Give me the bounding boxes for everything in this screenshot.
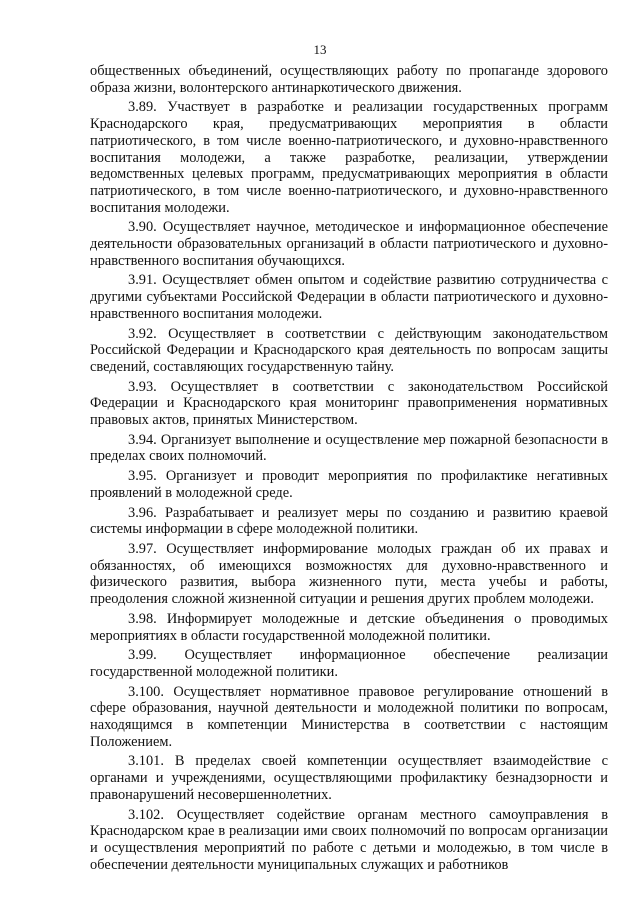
paragraph-3-95: 3.95. Организует и проводит мероприятия по профилактике негативных проявлений в молодежной среде. — [90, 468, 608, 501]
paragraph-3-102: 3.102. Осуществляет содействие органам местного самоуправления в Краснодарском крае в реализации ими своих полномочий по вопросам организации и осуществления мероприятий по работе с детьми и молодежью, в том числе в обеспечении деятельности муниципальных служащих и работников — [90, 806, 608, 873]
paragraph-3-90: 3.90. Осуществляет научное, методическое и информационное обеспечение деятельности образовательных организаций в области патриотического и духовно-нравственного воспитания обучающихся. — [90, 219, 608, 269]
paragraph-3-96: 3.96. Разрабатывает и реализует меры по созданию и развитию краевой системы информации в сфере молодежной политики. — [90, 504, 608, 538]
document-body — [90, 63, 608, 876]
paragraph-3-92: 3.92. Осуществляет в соответствии с действующим законодательством Российской Федерации и Краснодарского края деятельность по вопросам защиты сведений, составляющих государственную тайну. — [90, 325, 608, 375]
paragraph-3-97: 3.97. Осуществляет информирование молодых граждан об их правах и обязанностях, об имеющихся возможностях для духовно-нравственного и физического развития, выбора жизненного пути, места учебы и работы, преодоления сложной жизненной ситуации и решения других проблем молодежи. — [90, 540, 608, 608]
paragraph-3-93: 3.93. Осуществляет в соответствии с законодательством Российской Федерации и Краснодарского края мониторинг правоприменения нормативных правовых актов, принятых Министерством. — [90, 378, 608, 429]
paragraph-3-101: 3.101. В пределах своей компетенции осуществляет взаимодействие с органами и учреждениями, осуществляющими профилактику безнадзорности и правонарушений несовершеннолетних. — [90, 753, 608, 803]
page-number: 13 — [313, 42, 327, 57]
paragraph-3-98: 3.98. Информирует молодежные и детские объединения о проводимых мероприятиях в области государственной молодежной политики. — [90, 610, 608, 644]
paragraph-3-91: 3.91. Осуществляет обмен опытом и содействие развитию сотрудничества с другими субъектами Российской Федерации в области патриотического и духовно-нравственного воспитания молодежи. — [90, 272, 608, 322]
paragraph-3-100: 3.100. Осуществляет нормативное правовое регулирование отношений в сфере образования, научной деятельности и молодежной политики по вопросам, находящимся в компетенции Министерства в соответствии с настоящим Положением. — [90, 683, 608, 750]
paragraph-3-89: 3.89. Участвует в разработке и реализации государственных программ Краснодарского края, предусматривающих мероприятия в области патриотического, в том числе военно-патриотического, и духовно-нравственного воспитания молодежи, а также разработке, реализации, утверждении ведомственных целевых программ, предусматривающих мероприятия в области патриотического, в том числе военно-патриотического, и духовно-нравственного воспитания молодежи. — [90, 99, 608, 216]
paragraph-continuation: общественных объединений, осуществляющих работу по пропаганде здорового образа жизни, волонтерского антинаркотического движения. — [90, 63, 608, 96]
paragraph-3-94: 3.94. Организует выполнение и осуществление мер пожарной безопасности в пределах своих полномочий. — [90, 431, 608, 465]
paragraph-3-99: 3.99. Осуществляет информационное обеспечение реализации государственной молодежной политики. — [90, 647, 608, 680]
